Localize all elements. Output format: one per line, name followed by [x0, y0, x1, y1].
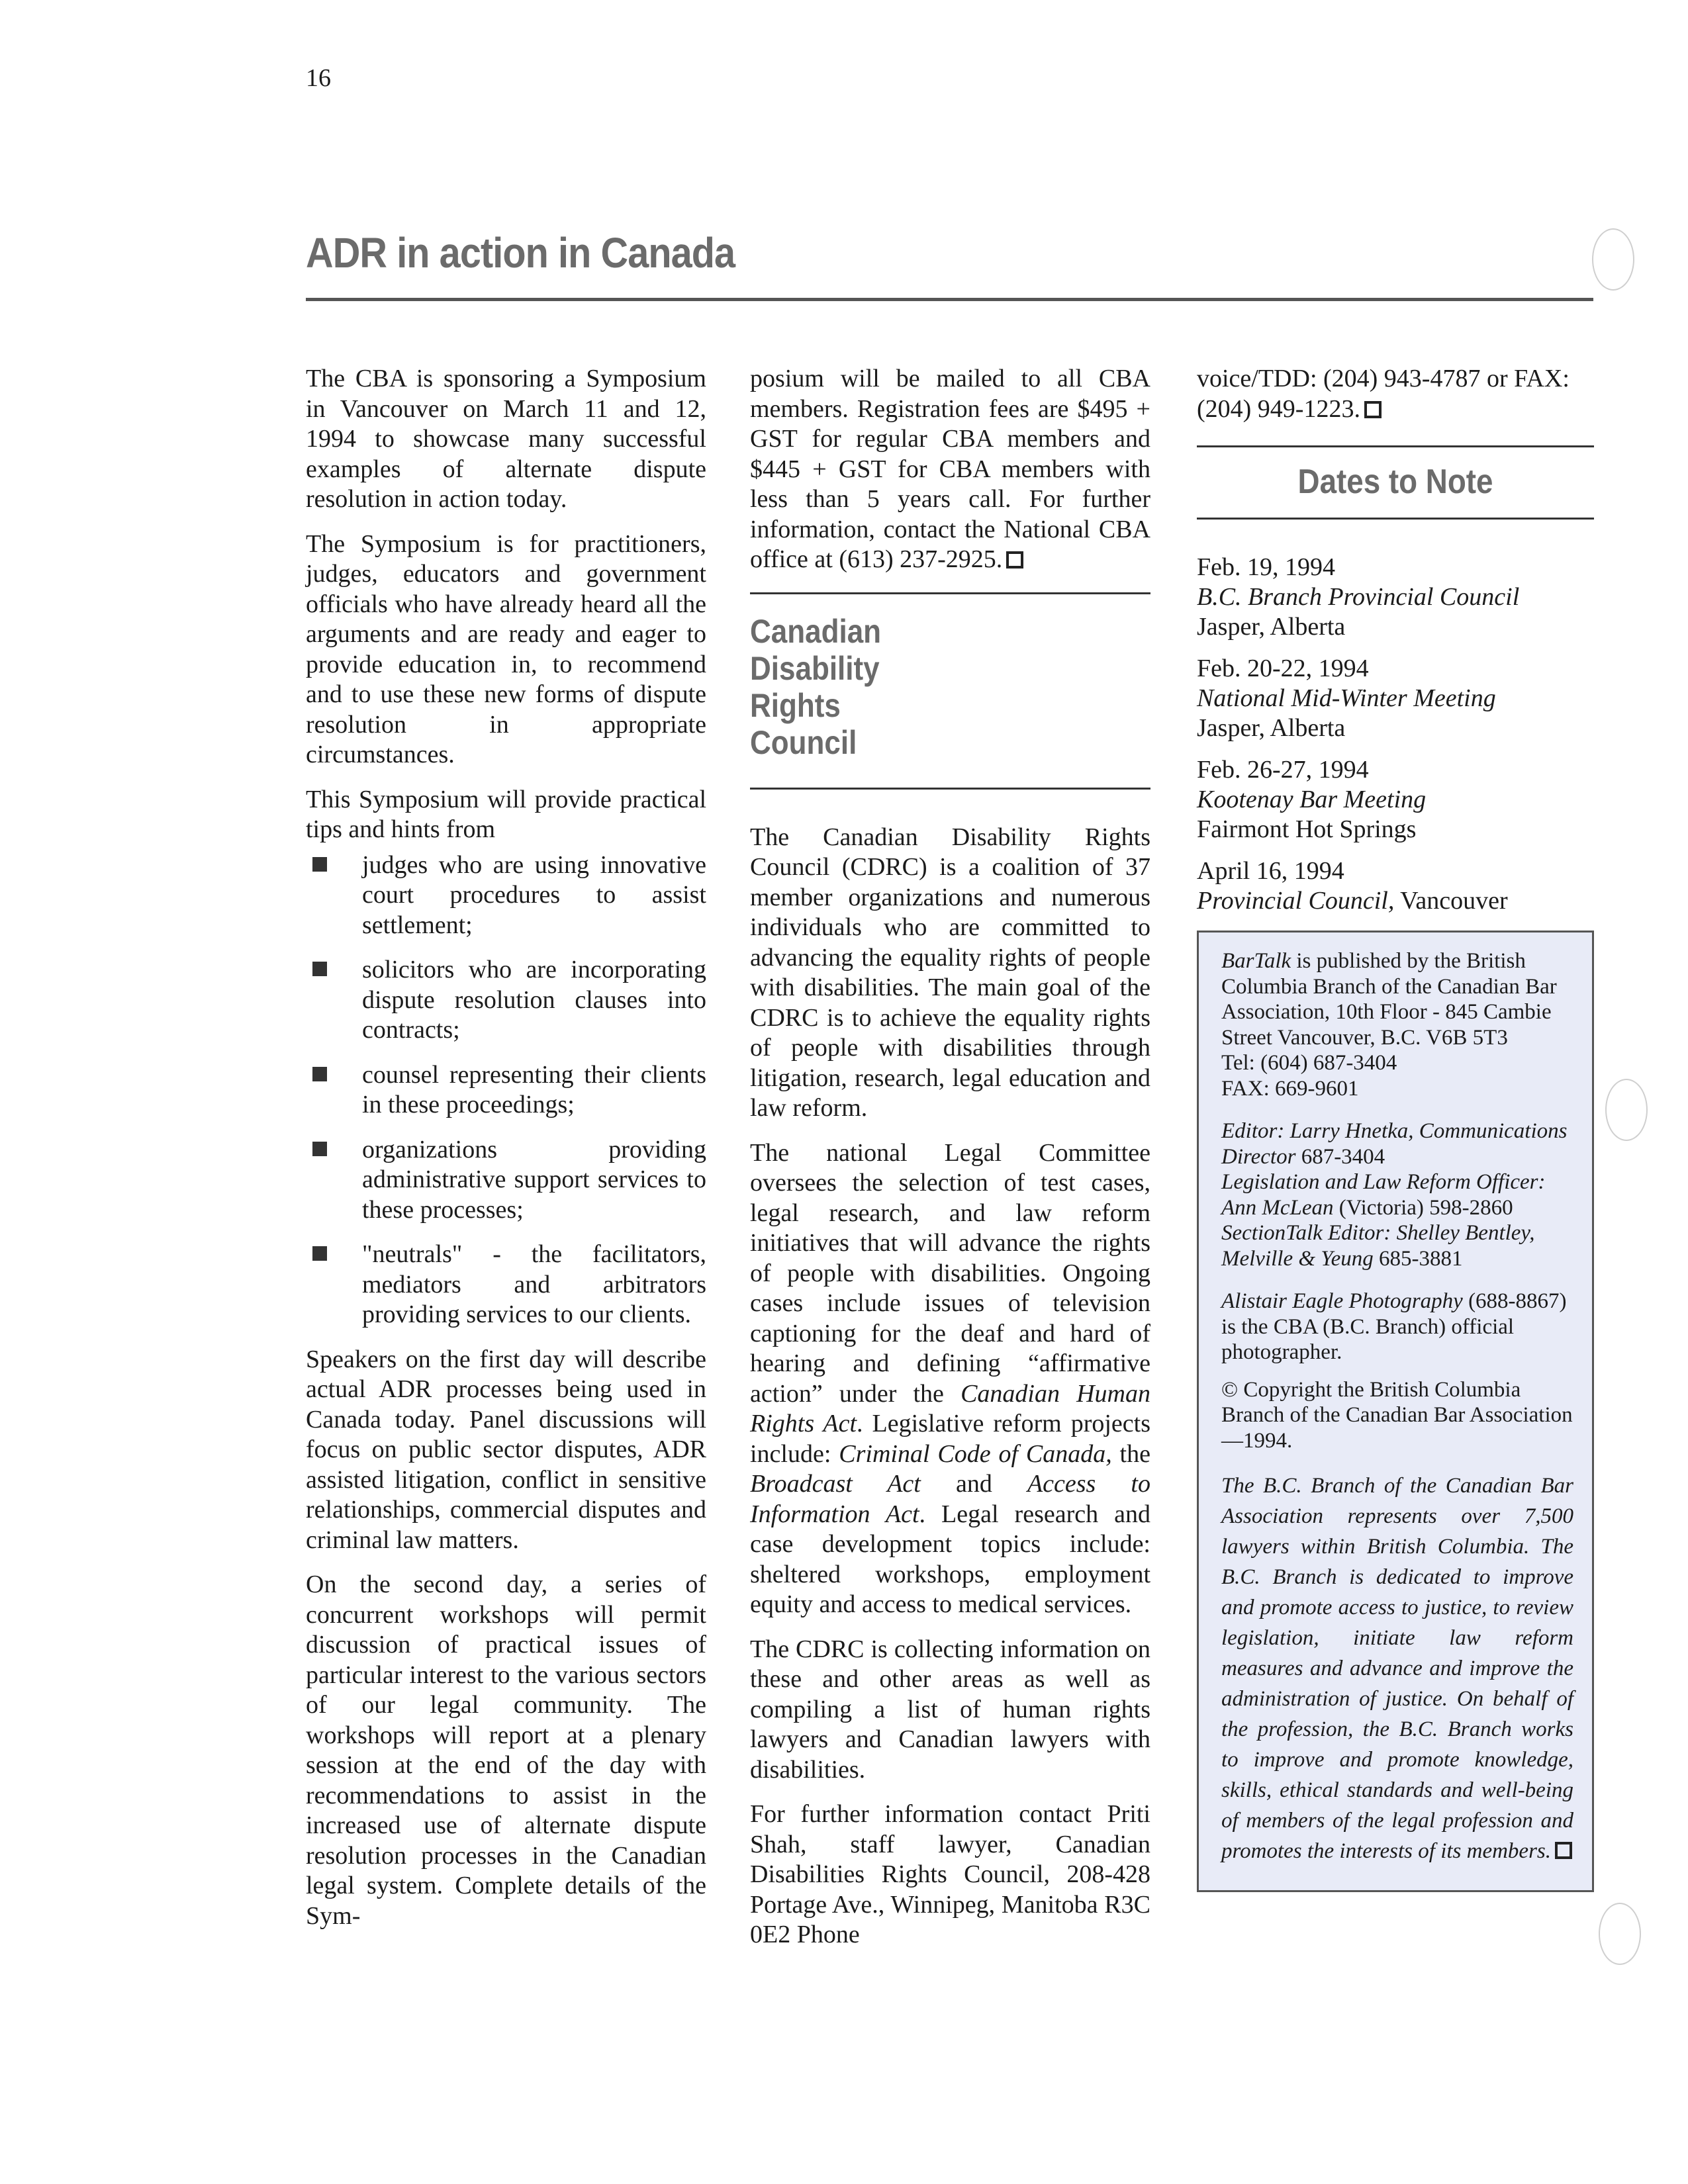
- title-divider: [306, 298, 1593, 301]
- section-heading: Canadian Disability Rights Council: [750, 612, 882, 761]
- section-divider: [750, 788, 1150, 790]
- square-bullet-icon: [312, 857, 327, 872]
- copyright-notice: © Copyright the British Columbia Branch of the Canadian Bar Association—1994.: [1221, 1377, 1573, 1453]
- column-cdrc: [750, 364, 1150, 1965]
- event-item: [1197, 553, 1594, 642]
- page-number: 16: [306, 64, 331, 92]
- paragraph: The Canadian Disability Rights Council (CDRC) is a coalition of 37 member organizations and numerous individuals who are committed to advancing the equality rights of people with disabilities. The main goal of the CDRC is to achieve the equality rights of people with disabilities through litigation, research, legal education and law reform.: [750, 823, 1150, 1122]
- binder-hole: [1599, 1903, 1641, 1965]
- staff-credits: Editor: Larry Hnetka, Communications Director 687-3404 Legislation and Law Reform Officer: Ann McLean (Victoria) 598-2860 SectionTalk Editor: Shelley Bentley, Melville & Yeung 685-3881: [1221, 1119, 1568, 1271]
- section-divider: [1197, 445, 1594, 447]
- list-item: [306, 1060, 706, 1120]
- event-place: Jasper, Alberta: [1197, 613, 1346, 641]
- list-item: [306, 1240, 706, 1330]
- event-item: [1197, 856, 1594, 916]
- square-bullet-icon: [312, 1142, 327, 1156]
- event-date: Feb. 26-27, 1994: [1197, 756, 1369, 784]
- end-of-article-icon: [1364, 401, 1382, 418]
- list-item: [306, 955, 706, 1046]
- bullet-list: [306, 850, 706, 1330]
- square-bullet-icon: [312, 1246, 327, 1261]
- paragraph: posium will be mailed to all CBA members. Registration fees are $495 + GST for regular CBA members and $445 + GST for CBA members with less than 5 years call. For further information, contact the National CBA office at (613) 237-2925.: [750, 365, 1150, 573]
- event-title: B.C. Branch Provincial Council: [1197, 583, 1520, 611]
- column-adr-symposium: [306, 364, 706, 1946]
- list-item-text: judges who are using innovative court procedures to assist settlement;: [362, 850, 706, 939]
- list-item-text: counsel representing their clients in these proceedings;: [362, 1060, 706, 1118]
- paragraph: The Symposium is for practitioners, judges, educators and government officials who have already heard all the arguments and are ready and eager to provide education in, to recommend and to use these new forms of dispute resolution in appropriate circumstances.: [306, 529, 706, 768]
- end-of-article-icon: [1006, 551, 1023, 569]
- list-item-text: "neutrals" - the facilitators, mediators and arbitrators providing services to our clients.: [362, 1240, 706, 1328]
- masthead-box: [1197, 931, 1594, 1892]
- event-place: Fairmont Hot Springs: [1197, 815, 1417, 843]
- event-title: National Mid-Winter Meeting: [1197, 684, 1496, 712]
- list-item-text: solicitors who are incorporating dispute resolution clauses into contracts;: [362, 956, 706, 1044]
- event-date: Feb. 19, 1994: [1197, 553, 1335, 581]
- list-item: [306, 850, 706, 941]
- paragraph: This Symposium will provide practical tips and hints from: [306, 785, 706, 843]
- paragraph: For further information contact Priti Shah, staff lawyer, Canadian Disabilities Rights Council, 208-428 Portage Ave., Winnipeg, Manitoba R3C 0E2 Phone: [750, 1800, 1150, 1948]
- event-title: Kootenay Bar Meeting: [1197, 786, 1427, 813]
- paragraph: The CBA is sponsoring a Symposium in Vancouver on March 11 and 12, 1994 to showcase many successful examples of alternate dispute resolution in action today.: [306, 365, 706, 513]
- dates-heading: Dates to Note: [1297, 463, 1493, 501]
- section-divider: [1197, 518, 1594, 520]
- paragraph: Speakers on the first day will describe actual ADR processes being used in Canada today. Panel discussions will focus on public sector disputes, ADR assisted litigation, conflict in sensitive relationships, commercial disputes and criminal law matters.: [306, 1345, 706, 1554]
- paragraph: voice/TDD: (204) 943-4787 or FAX: (204) 949-1223.: [1197, 365, 1570, 423]
- page-title: ADR in action in Canada: [306, 229, 735, 277]
- paragraph: On the second day, a series of concurrent workshops will permit discussion of practical issues of particular interest to the various sectors of our legal community. The workshops will report at a plenary session at the end of the day with recommendations to assist in the increased use of alternate dispute resolution processes in the Canadian legal system. Complete details of the Sym-: [306, 1570, 706, 1930]
- event-item: [1197, 654, 1594, 743]
- square-bullet-icon: [312, 962, 327, 976]
- end-of-article-icon: [1555, 1842, 1572, 1859]
- binder-hole: [1605, 1079, 1648, 1141]
- photographer-credit: Alistair Eagle Photography (688-8867) is the CBA (B.C. Branch) official photographer.: [1221, 1289, 1567, 1364]
- event-date: Feb. 20-22, 1994: [1197, 655, 1369, 682]
- paragraph: The national Legal Committee oversees the selection of test cases, legal research, and law reform initiatives that will advance the rights of people with disabilities. Ongoing cases include issues of television captioning for the deaf and hard of hearing and defining “affirmative action” under the Canadian Human Rights Act. Legislative reform projects include: Criminal Code of Canada, the Broadcast Act and Access to Information Act. Legal research and case development topics include: sheltered workshops, employment equity and access to medical services.: [750, 1138, 1150, 1618]
- mission-statement: The B.C. Branch of the Canadian Bar Association represents over 7,500 lawyers within British Columbia. The B.C. Branch is dedicated to improve and promote access to justice, to review legislation, initiate law reform measures and advance and improve the administration of justice. On behalf of the profession, the B.C. Branch works to improve and promote knowledge, skills, ethical standards and well-being of members of the legal profession and promotes the interests of its members.: [1221, 1474, 1573, 1863]
- publisher-info: BarTalk is published by the British Columbia Branch of the Canadian Bar Association, 10th Floor - 845 Cambie Street Vancouver, B.C. V6B 5T3 Tel: (604) 687-3404 FAX: 669-9601: [1221, 949, 1557, 1101]
- column-dates-and-masthead: [1197, 364, 1594, 1892]
- event-detail: Provincial Council, Vancouver: [1197, 887, 1508, 915]
- event-date: April 16, 1994: [1197, 857, 1344, 885]
- section-divider: [750, 592, 1150, 594]
- square-bullet-icon: [312, 1067, 327, 1081]
- event-place: Jasper, Alberta: [1197, 714, 1346, 742]
- paragraph: The CDRC is collecting information on these and other areas as well as compiling a list of human rights lawyers and Canadian lawyers with disabilities.: [750, 1635, 1150, 1784]
- binder-hole: [1592, 228, 1634, 291]
- event-item: [1197, 755, 1594, 844]
- list-item: [306, 1135, 706, 1226]
- list-item-text: organizations providing administrative support services to these processes;: [362, 1135, 706, 1224]
